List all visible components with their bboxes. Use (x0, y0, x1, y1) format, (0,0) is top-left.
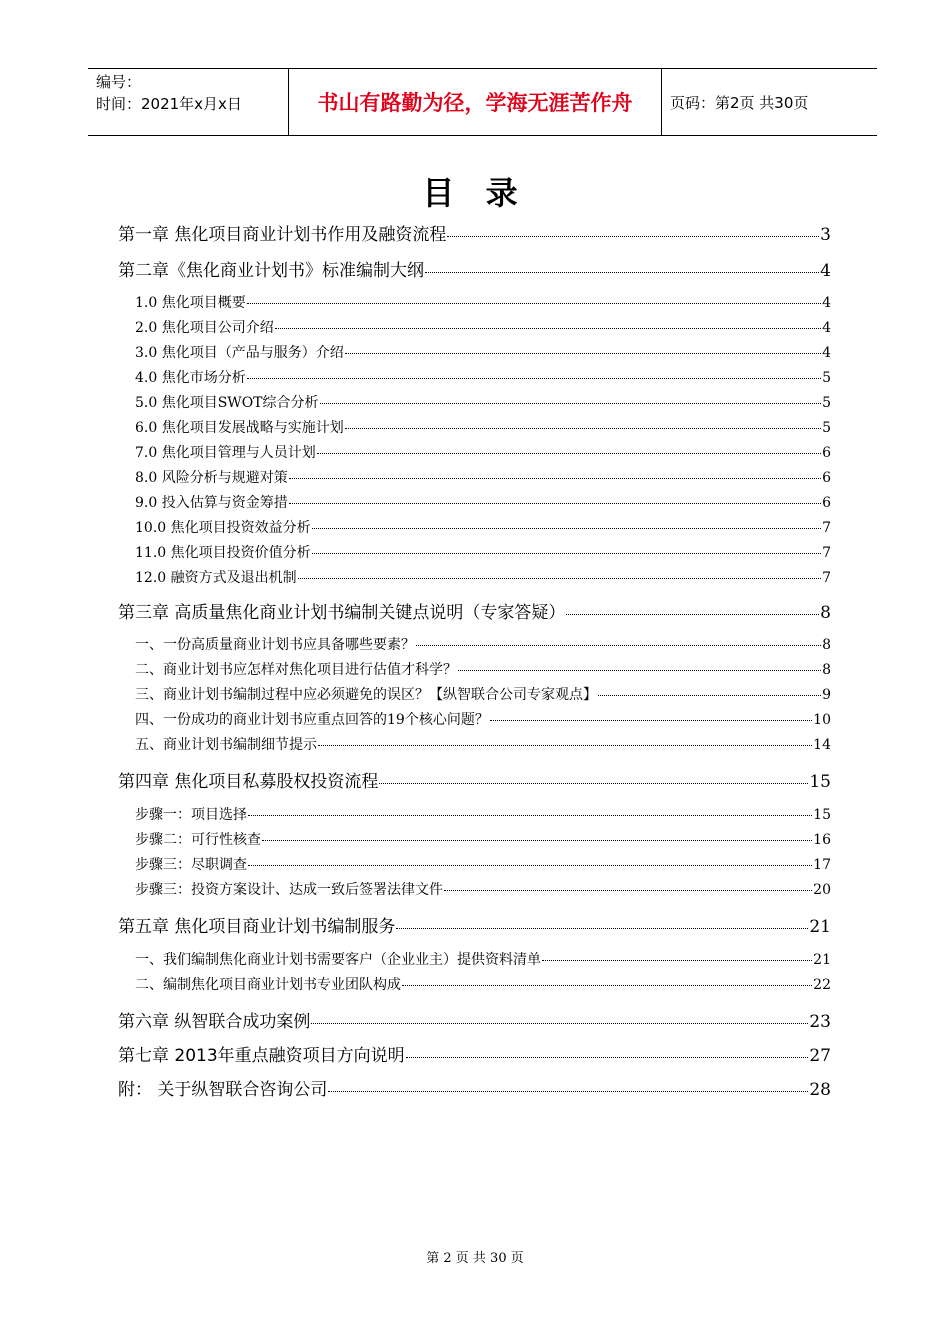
toc-entry-section[interactable] (135, 949, 831, 969)
toc-leader (247, 303, 821, 304)
toc-entry-page: 5 (822, 420, 831, 436)
toc-entry-text: 步骤二：可行性核查 (135, 832, 261, 848)
toc-leader (289, 478, 821, 479)
toc-entry-page: 7 (822, 570, 831, 586)
toc-entry-page: 14 (813, 737, 831, 753)
toc-entry-chapter[interactable] (118, 1075, 831, 1100)
toc-entry-chapter[interactable] (118, 220, 831, 245)
toc-entry-page: 17 (813, 857, 831, 873)
toc-entry-chapter[interactable] (118, 256, 831, 281)
toc-entry-page: 4 (820, 261, 831, 281)
toc-entry-text: 五、商业计划书编制细节提示 (135, 737, 317, 753)
toc-entry-section[interactable] (135, 684, 831, 704)
toc-entry-text: 三、商业计划书编制过程中应必须避免的误区？【纵智联合公司专家观点】 (135, 687, 597, 703)
toc-entry-section[interactable] (135, 879, 831, 899)
toc-entry-text: 第一章 焦化项目商业计划书作用及融资流程 (118, 225, 447, 245)
toc-leader (402, 985, 812, 986)
toc-entry-text: 附： 关于纵智联合咨询公司 (118, 1080, 328, 1100)
toc-entry-page: 16 (813, 832, 831, 848)
toc-entry-chapter[interactable] (118, 1007, 831, 1032)
header-motto: 书山有路勤为径，学海无涯苦作舟 (288, 69, 662, 135)
toc-leader (262, 840, 812, 841)
toc-entry-text: 5.0 焦化项目SWOT综合分析 (135, 395, 319, 411)
toc-entry-page: 20 (813, 882, 831, 898)
toc-leader (425, 272, 819, 273)
toc-entry-chapter[interactable] (118, 912, 831, 937)
toc-entry-page: 22 (813, 977, 831, 993)
toc-entry-text: 一、一份高质量商业计划书应具备哪些要素？ (135, 637, 415, 653)
toc-leader (275, 328, 821, 329)
toc-leader (289, 503, 821, 504)
toc-entry-section[interactable] (135, 292, 831, 312)
toc-entry-page: 5 (822, 370, 831, 386)
toc-entry-section[interactable] (135, 392, 831, 412)
toc-leader (311, 1023, 808, 1024)
toc-entry-page: 4 (822, 295, 831, 311)
toc-entry-text: 11.0 焦化项目投资价值分析 (135, 545, 311, 561)
toc-entry-page: 6 (822, 470, 831, 486)
toc-entry-section[interactable] (135, 417, 831, 437)
toc-entry-text: 3.0 焦化项目（产品与服务）介绍 (135, 345, 344, 361)
toc-entry-text: 7.0 焦化项目管理与人员计划 (135, 445, 316, 461)
toc-entry-chapter[interactable] (118, 1041, 831, 1066)
toc-leader (444, 890, 812, 891)
header-number-label: 编号： (96, 73, 142, 91)
toc-entry-chapter[interactable] (118, 767, 831, 792)
toc-entry-section[interactable] (135, 342, 831, 362)
toc-entry-section[interactable] (135, 804, 831, 824)
toc-entry-page: 4 (822, 320, 831, 336)
toc-entry-section[interactable] (135, 734, 831, 754)
toc-entry-text: 10.0 焦化项目投资效益分析 (135, 520, 311, 536)
header-time-label: 时间：2021年x月x日 (96, 95, 242, 113)
toc-entry-section[interactable] (135, 367, 831, 387)
toc-entry-page: 8 (822, 662, 831, 678)
toc-entry-page: 10 (813, 712, 831, 728)
toc-leader (345, 428, 821, 429)
toc-leader (318, 745, 812, 746)
toc-entry-text: 9.0 投入估算与资金筹措 (135, 495, 288, 511)
toc-entry-page: 28 (809, 1080, 831, 1100)
toc-entry-page: 6 (822, 495, 831, 511)
toc-entry-page: 6 (822, 445, 831, 461)
toc-leader (598, 695, 821, 696)
toc-entry-text: 第二章《焦化商业计划书》标准编制大纲 (118, 261, 424, 281)
document-header (88, 68, 877, 136)
toc-entry-text: 第五章 焦化项目商业计划书编制服务 (118, 917, 396, 937)
toc-entry-page: 8 (820, 603, 831, 623)
toc-leader (396, 928, 808, 929)
toc-entry-section[interactable] (135, 829, 831, 849)
toc-entry-page: 21 (813, 952, 831, 968)
toc-leader (416, 645, 821, 646)
toc-entry-text: 步骤一：项目选择 (135, 807, 247, 823)
toc-entry-text: 第三章 高质量焦化商业计划书编制关键点说明（专家答疑） (118, 603, 566, 623)
toc-leader (247, 378, 821, 379)
toc-leader (312, 553, 821, 554)
toc-leader (312, 528, 821, 529)
toc-entry-page: 7 (822, 545, 831, 561)
toc-leader (566, 614, 819, 615)
toc-entry-text: 第六章 纵智联合成功案例 (118, 1012, 311, 1032)
toc-entry-section[interactable] (135, 542, 831, 562)
toc-entry-section[interactable] (135, 634, 831, 654)
toc-leader (542, 960, 812, 961)
toc-entry-text: 4.0 焦化市场分析 (135, 370, 246, 386)
toc-leader (447, 236, 819, 237)
toc-entry-page: 15 (813, 807, 831, 823)
toc-entry-section[interactable] (135, 854, 831, 874)
toc-entry-text: 步骤三：尽职调查 (135, 857, 247, 873)
toc-entry-text: 2.0 焦化项目公司介绍 (135, 320, 274, 336)
toc-entry-text: 12.0 融资方式及退出机制 (135, 570, 297, 586)
toc-leader (328, 1091, 808, 1092)
toc-entry-text: 二、商业计划书应怎样对焦化项目进行估值才科学？ (135, 662, 457, 678)
toc-entry-text: 一、我们编制焦化商业计划书需要客户（企业业主）提供资料清单 (135, 952, 541, 968)
toc-title: 目 录 (422, 174, 528, 212)
toc-entry-page: 7 (822, 520, 831, 536)
toc-entry-page: 5 (822, 395, 831, 411)
toc-entry-text: 第四章 焦化项目私募股权投资流程 (118, 772, 379, 792)
toc-entry-page: 23 (809, 1012, 831, 1032)
toc-entry-section[interactable] (135, 492, 831, 512)
toc-entry-section[interactable] (135, 567, 831, 587)
toc-entry-page: 3 (820, 225, 831, 245)
toc-leader (490, 720, 812, 721)
toc-entry-text: 8.0 风险分析与规避对策 (135, 470, 288, 486)
toc-entry-page: 15 (809, 772, 831, 792)
toc-entry-page: 4 (822, 345, 831, 361)
toc-leader (317, 453, 821, 454)
toc-entry-section[interactable] (135, 974, 831, 994)
toc-leader (320, 403, 822, 404)
header-page-label: 页码：第2页 共30页 (670, 93, 809, 112)
toc-leader (379, 783, 808, 784)
toc-leader (458, 670, 821, 671)
page-footer: 第 2 页 共 30 页 (426, 1251, 524, 1266)
toc-entry-text: 四、一份成功的商业计划书应重点回答的19个核心问题？ (135, 712, 489, 728)
toc-entry-text: 步骤三：投资方案设计、达成一致后签署法律文件 (135, 882, 443, 898)
toc-entry-page: 8 (822, 637, 831, 653)
toc-entry-chapter[interactable] (118, 598, 831, 623)
toc-leader (406, 1057, 809, 1058)
toc-entry-section[interactable] (135, 709, 831, 729)
toc-entry-page: 27 (809, 1046, 831, 1066)
toc-entry-text: 第七章 2013年重点融资项目方向说明 (118, 1046, 405, 1066)
toc-entry-page: 9 (822, 687, 831, 703)
toc-entry-section[interactable] (135, 317, 831, 337)
toc-entry-text: 1.0 焦化项目概要 (135, 295, 246, 311)
toc-leader (248, 865, 812, 866)
toc-entry-section[interactable] (135, 517, 831, 537)
toc-entry-section[interactable] (135, 467, 831, 487)
toc-leader (298, 578, 821, 579)
toc-leader (345, 353, 821, 354)
header-meta (88, 69, 288, 135)
toc-entry-page: 21 (809, 917, 831, 937)
toc-entry-section[interactable] (135, 442, 831, 462)
toc-leader (248, 815, 812, 816)
toc-entry-text: 6.0 焦化项目发展战略与实施计划 (135, 420, 344, 436)
toc-entry-section[interactable] (135, 659, 831, 679)
toc-entry-text: 二、编制焦化项目商业计划书专业团队构成 (135, 977, 401, 993)
